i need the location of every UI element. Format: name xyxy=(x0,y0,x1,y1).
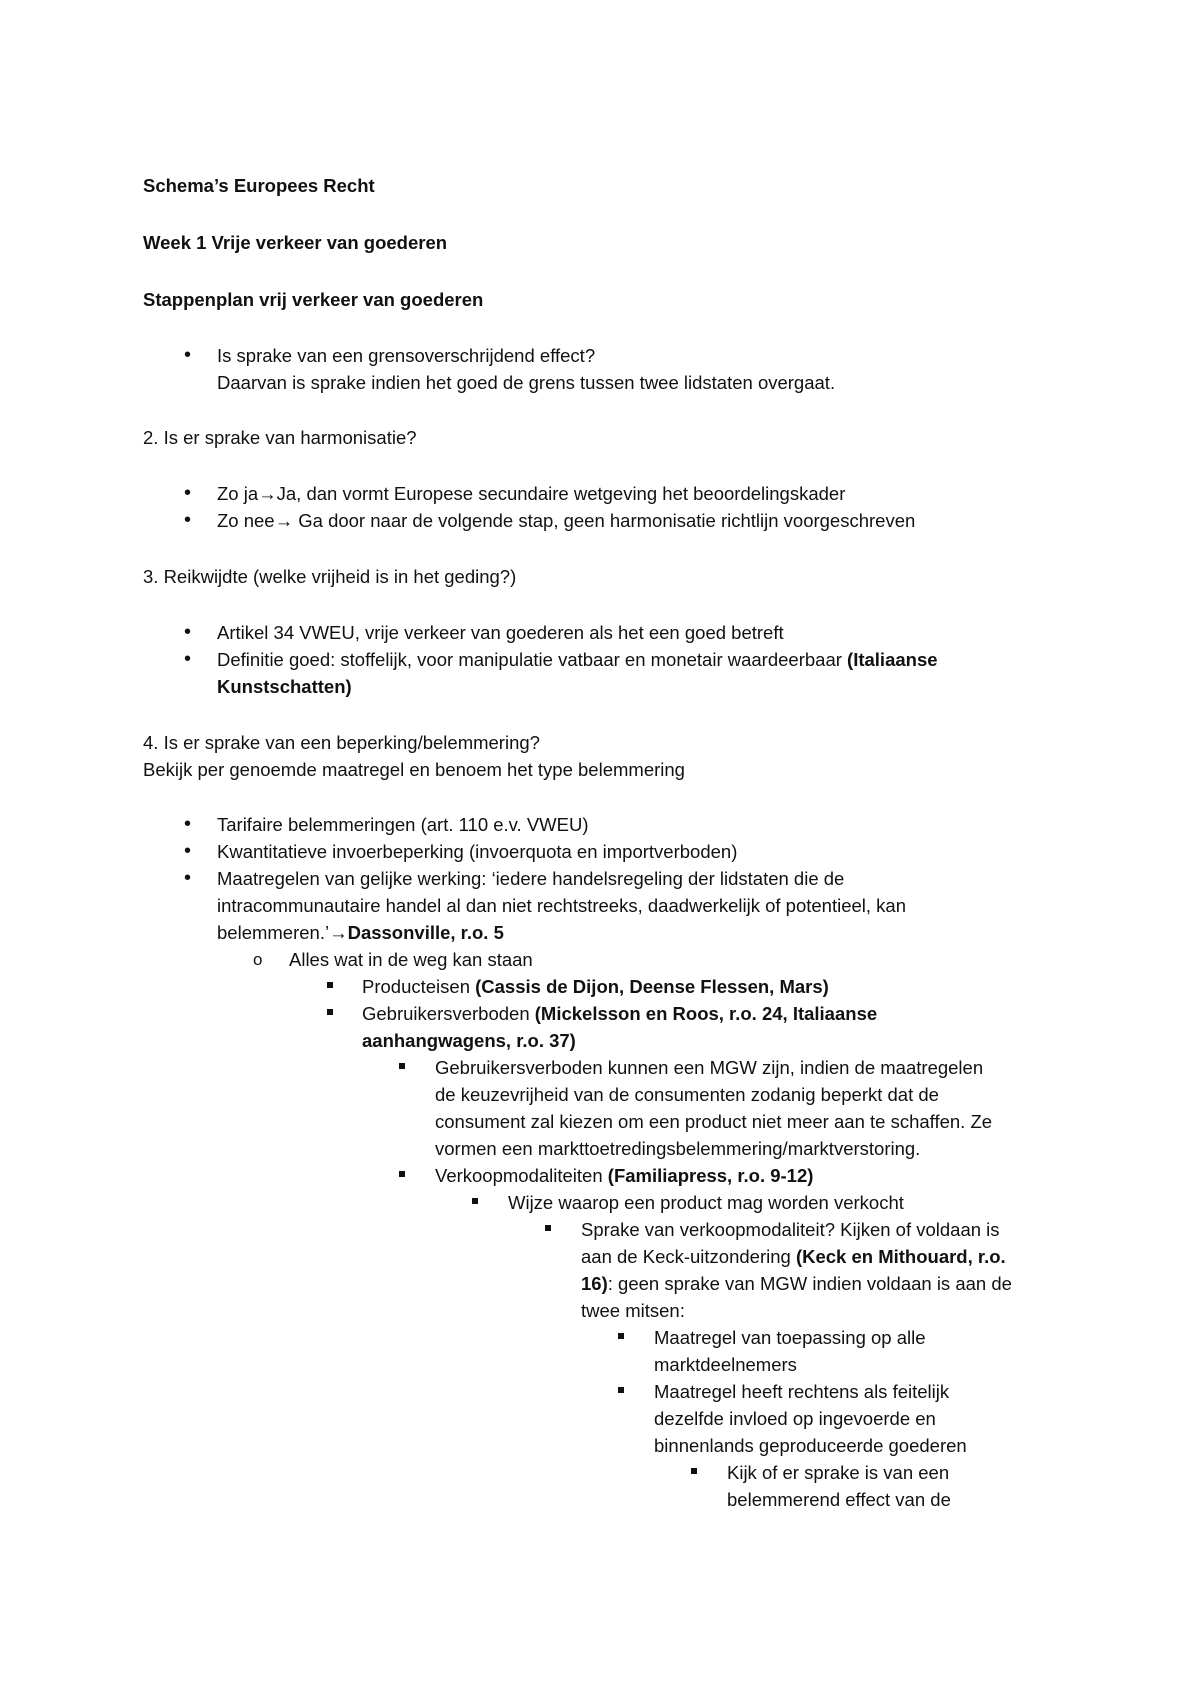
list-item-selling-arrangements: Verkoopmodaliteiten (Familiapress, r.o. 9-12) xyxy=(435,1165,814,1186)
step4-tariff: Tarifaire belemmeringen (art. 110 e.v. VWEU) xyxy=(217,814,589,835)
selling-manner: Wijze waarop een product mag worden verkocht xyxy=(508,1192,904,1213)
square-bullet-icon xyxy=(691,1468,697,1474)
square-bullet-icon xyxy=(327,982,333,988)
bullet-dot-icon: • xyxy=(184,482,192,504)
arrow-right-icon: → xyxy=(258,483,277,504)
document-title: Schema’s Europees Recht xyxy=(143,175,375,196)
condition1-l1: Maatregel van toepassing op alle xyxy=(654,1327,926,1348)
bullet-dot-icon: • xyxy=(184,621,192,643)
circle-bullet-icon: o xyxy=(253,950,263,969)
condition2-l3: binnenlands geproduceerde goederen xyxy=(654,1435,967,1456)
step3-definition-case: Kunstschatten) xyxy=(217,676,352,697)
step2-bullet-yes: Zo ja→Ja, dan vormt Europese secundaire wetgeving het beoordelingskader xyxy=(217,483,846,504)
step4-mgw-line2: intracommunautaire handel al dan niet rechtstreeks, daadwerkelijk of potentieel, kan xyxy=(217,895,907,916)
square-bullet-icon xyxy=(618,1387,624,1393)
list-item-obstacles: Alles wat in de weg kan staan xyxy=(289,949,533,970)
usage-bans-note-l2: de keuzevrijheid van de consumenten zodanig beperkt dat de xyxy=(435,1084,939,1105)
step4-heading: 4. Is er sprake van een beperking/belemmering? xyxy=(143,732,540,753)
square-bullet-icon xyxy=(327,1009,333,1015)
plan-heading: Stappenplan vrij verkeer van goederen xyxy=(143,289,484,310)
bullet-dot-icon: • xyxy=(184,344,192,366)
week-heading: Week 1 Vrije verkeer van goederen xyxy=(143,232,448,253)
bullet-dot-icon: • xyxy=(184,867,192,889)
square-bullet-icon xyxy=(472,1198,478,1204)
condition2-l1: Maatregel heeft rechtens als feitelijk xyxy=(654,1381,950,1402)
condition2-l2: dezelfde invloed op ingevoerde en xyxy=(654,1408,936,1429)
step1-explanation: Daarvan is sprake indien het goed de grens tussen twee lidstaten overgaat. xyxy=(217,372,836,393)
arrow-right-icon: → xyxy=(274,510,294,531)
step4-mgw-line1: Maatregelen van gelijke werking: ‘iedere handelsregeling der lidstaten die de xyxy=(217,868,845,889)
usage-bans-note-l3: consument zal kiezen om een product niet meer aan te schaffen. Ze xyxy=(435,1111,993,1132)
condition1-l2: marktdeelnemers xyxy=(654,1354,797,1375)
keck-l1: Sprake van verkoopmodaliteit? Kijken of voldaan is xyxy=(581,1219,1000,1240)
step2-bullet-no: Zo nee→ Ga door naar de volgende stap, geen harmonisatie richtlijn voorgeschreven xyxy=(217,510,916,531)
square-bullet-icon xyxy=(545,1225,551,1231)
list-item-usage-bans: Gebruikersverboden (Mickelsson en Roos, r.o. 24, Italiaanse xyxy=(362,1003,878,1024)
step4-mgw-line3: belemmeren.’→Dassonville, r.o. 5 xyxy=(217,922,504,943)
step3-heading: 3. Reikwijdte (welke vrijheid is in het geding?) xyxy=(143,566,517,587)
step2-heading: 2. Is er sprake van harmonisatie? xyxy=(143,427,417,448)
step4-quantitative: Kwantitatieve invoerbeperking (invoerquota en importverboden) xyxy=(217,841,738,862)
bullet-dot-icon: • xyxy=(184,840,192,862)
step1-question: Is sprake van een grensoverschrijdend effect? xyxy=(217,345,596,366)
keck-l4: twee mitsen: xyxy=(581,1300,685,1321)
usage-bans-note-l1: Gebruikersverboden kunnen een MGW zijn, indien de maatregelen xyxy=(435,1057,984,1078)
bullet-dot-icon: • xyxy=(184,509,192,531)
effect-check-l2: belemmerend effect van de xyxy=(727,1489,951,1510)
step4-subheading: Bekijk per genoemde maatregel en benoem het type belemmering xyxy=(143,759,685,780)
square-bullet-icon xyxy=(618,1333,624,1339)
list-item-product-requirements: Producteisen (Cassis de Dijon, Deense Flessen, Mars) xyxy=(362,976,829,997)
bullet-dot-icon: • xyxy=(184,648,192,670)
square-bullet-icon xyxy=(399,1171,405,1177)
list-item-usage-bans-cont: aanhangwagens, r.o. 37) xyxy=(362,1030,576,1051)
keck-l2: aan de Keck-uitzondering (Keck en Mithouard, r.o. xyxy=(581,1246,1006,1267)
keck-l3: 16): geen sprake van MGW indien voldaan is aan de xyxy=(581,1273,1012,1294)
bullet-dot-icon: • xyxy=(184,813,192,835)
square-bullet-icon xyxy=(399,1063,405,1069)
usage-bans-note-l4: vormen een markttoetredingsbelemmering/marktverstoring. xyxy=(435,1138,921,1159)
step3-article: Artikel 34 VWEU, vrije verkeer van goederen als het een goed betreft xyxy=(217,622,784,643)
arrow-right-icon: → xyxy=(329,922,348,943)
effect-check-l1: Kijk of er sprake is van een xyxy=(727,1462,950,1483)
step3-definition: Definitie goed: stoffelijk, voor manipulatie vatbaar en monetair waardeerbaar (Italiaanse xyxy=(217,649,938,670)
